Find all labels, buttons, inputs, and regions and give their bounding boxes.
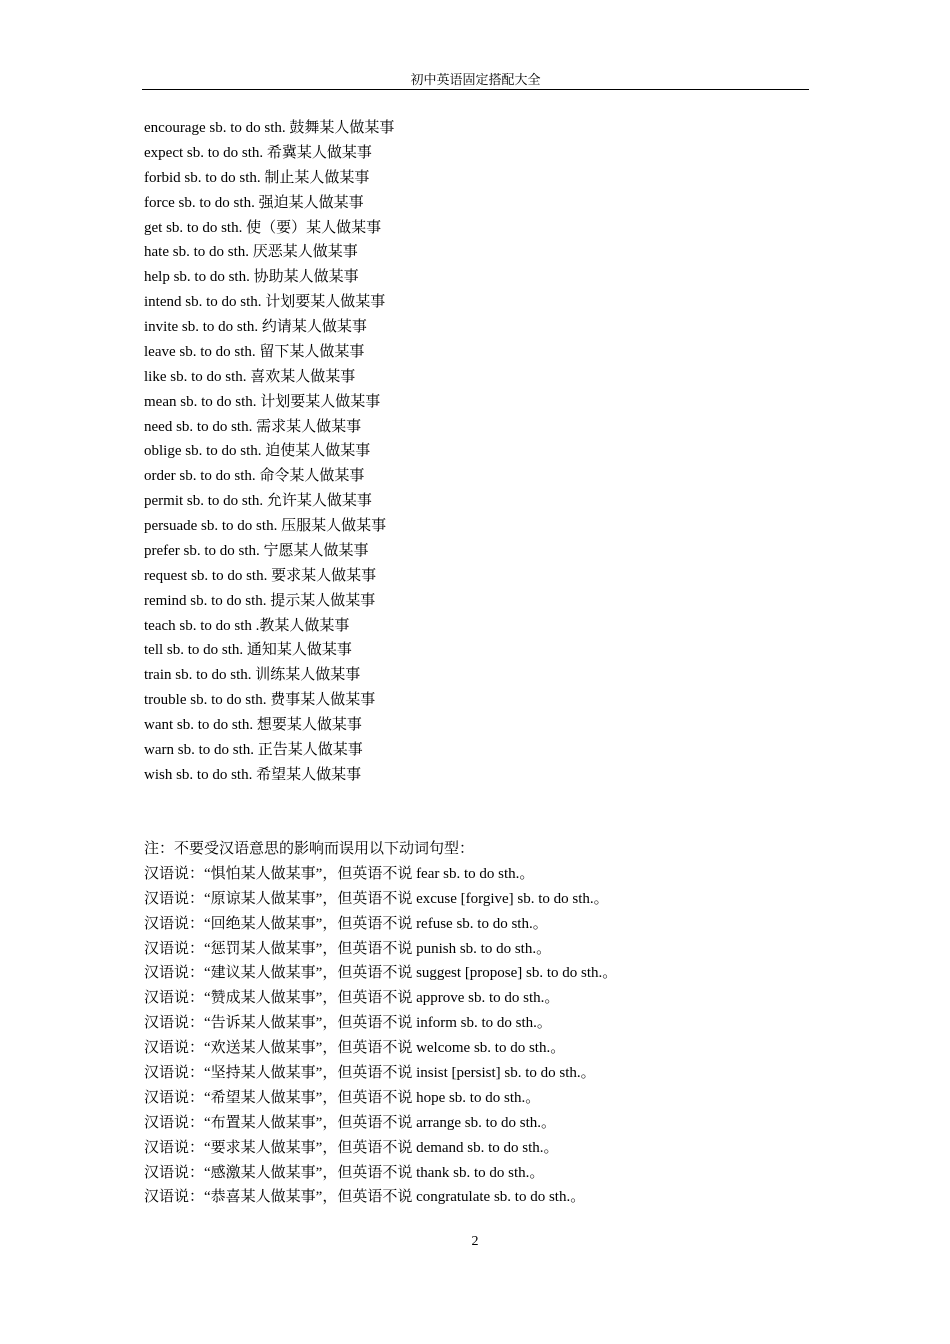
phrase-entry: need sb. to do sth. 需求某人做某事: [144, 418, 362, 435]
phrase-entry: persuade sb. to do sth. 压服某人做某事: [144, 518, 387, 534]
phrase-entry: want sb. to do sth. 想要某人做某事: [144, 717, 362, 733]
note-line: 汉语说：“回绝某人做某事”，但英语不说 refuse sb. to do sth.。: [144, 915, 548, 932]
note-line: 汉语说：“赞成某人做某事”，但英语不说 approve sb. to do sth.。: [144, 990, 560, 1007]
note-section: [144, 837, 617, 1210]
note-line: 汉语说：“惩罚某人做某事”，但英语不说 punish sb. to do sth.。: [144, 940, 552, 957]
phrase-entry: warn sb. to do sth. 正告某人做某事: [144, 741, 363, 758]
note-line: 汉语说：“恭喜某人做某事”，但英语不说 congratulate sb. to do sth.。: [144, 1189, 586, 1206]
note-line: 汉语说：“感激某人做某事”，但英语不说 thank sb. to do sth.。: [144, 1164, 545, 1181]
phrase-entry: wish sb. to do sth. 希望某人做某事: [144, 766, 362, 783]
note-title: 注：不要受汉语意思的影响而误用以下动词句型：: [144, 841, 475, 857]
phrase-entry: tell sb. to do sth. 通知某人做某事: [144, 642, 352, 659]
note-line: 汉语说：“原谅某人做某事”，但英语不说 excuse [forgive] sb. to do sth.。: [144, 890, 609, 907]
phrase-entry: like sb. to do sth. 喜欢某人做某事: [144, 368, 356, 385]
phrase-entry: force sb. to do sth. 强迫某人做某事: [144, 194, 364, 211]
phrase-entry: oblige sb. to do sth. 迫使某人做某事: [144, 443, 371, 460]
phrase-entry: teach sb. to do sth .教某人做某事: [144, 617, 350, 634]
phrase-entry: train sb. to do sth. 训练某人做某事: [144, 667, 361, 684]
phrase-entry: expect sb. to do sth. 希冀某人做某事: [144, 144, 372, 161]
phrase-entry: remind sb. to do sth. 提示某人做某事: [144, 592, 376, 609]
phrase-entry: leave sb. to do sth. 留下某人做某事: [144, 343, 365, 360]
page-header-title: 初中英语固定搭配大全: [410, 72, 541, 87]
note-line: 汉语说：“希望某人做某事”，但英语不说 hope sb. to do sth.。: [144, 1089, 541, 1106]
phrase-entry: invite sb. to do sth. 约请某人做某事: [144, 319, 367, 335]
phrase-entry: intend sb. to do sth. 计划要某人做某事: [144, 294, 386, 311]
phrase-entry: hate sb. to do sth. 厌恶某人做某事: [144, 244, 358, 261]
note-line: 汉语说：“告诉某人做某事”，但英语不说 inform sb. to do sth.。: [144, 1015, 552, 1032]
phrase-entry: request sb. to do sth. 要求某人做某事: [144, 567, 377, 584]
note-line: 汉语说：“坚持某人做某事”，但英语不说 insist [persist] sb. to do sth.。: [144, 1065, 596, 1082]
phrase-entry: trouble sb. to do sth. 费事某人做某事: [144, 692, 376, 709]
note-list: [144, 862, 617, 1210]
note-line: 汉语说：“欢送某人做某事”，但英语不说 welcome sb. to do sth.。: [144, 1040, 566, 1057]
note-line: 汉语说：“惧怕某人做某事”，但英语不说 fear sb. to do sth.。: [144, 865, 535, 882]
phrase-entry: help sb. to do sth. 协助某人做某事: [144, 269, 359, 286]
page-number: 2: [471, 1234, 479, 1249]
note-line: 汉语说：“布置某人做某事”，但英语不说 arrange sb. to do sth.。: [144, 1114, 557, 1131]
phrase-entry: prefer sb. to do sth. 宁愿某人做某事: [144, 542, 369, 559]
phrase-entry: mean sb. to do sth. 计划要某人做某事: [144, 393, 381, 410]
phrase-list: [144, 116, 394, 788]
phrase-entry: encourage sb. to do sth. 鼓舞某人做某事: [144, 120, 395, 136]
phrase-entry: permit sb. to do sth. 允许某人做某事: [144, 493, 372, 510]
phrase-entry: get sb. to do sth. 使（要）某人做某事: [144, 219, 382, 236]
note-line: 汉语说：“要求某人做某事”，但英语不说 demand sb. to do sth.。: [144, 1139, 559, 1156]
page-header: [142, 70, 809, 90]
note-line: 汉语说：“建议某人做某事”，但英语不说 suggest [propose] sb. to do sth.。: [144, 965, 618, 982]
phrase-entry: forbid sb. to do sth. 制止某人做某事: [144, 169, 370, 186]
phrase-entry: order sb. to do sth. 命令某人做某事: [144, 468, 365, 485]
